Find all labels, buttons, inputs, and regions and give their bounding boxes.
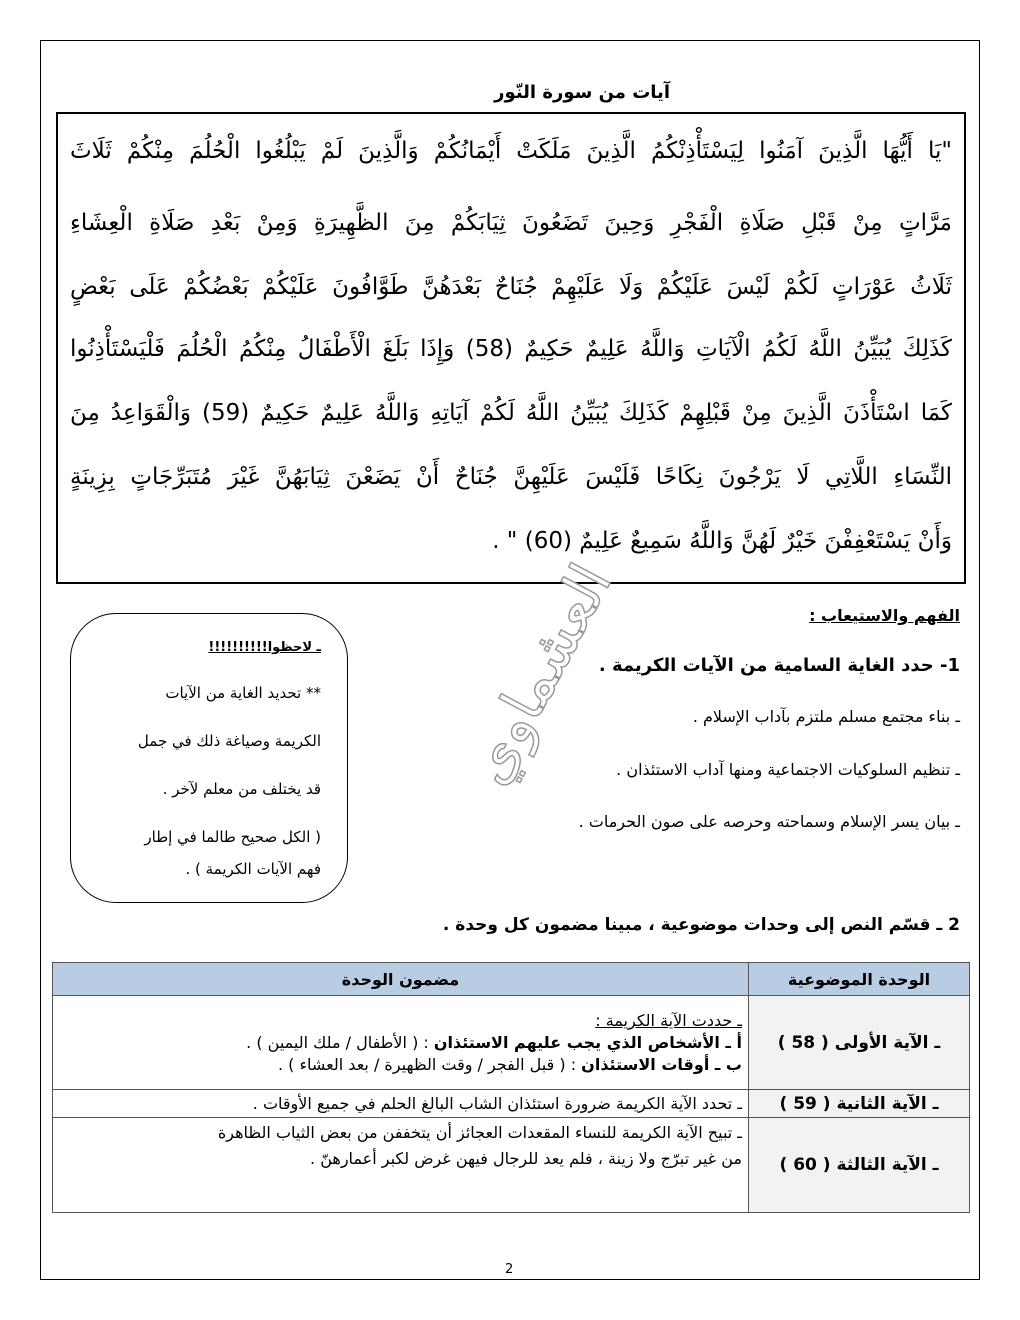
question-2: 2 ـ قسّم النص إلى وحدات موضوعية ، مبينا مضمون كل وحدة . <box>442 915 960 935</box>
verse-line: كَذَلِكَ يُبَيِّنُ اللَّهُ لَكُمُ الْآيَاتِ وَاللَّهُ عَلِيمٌ حَكِيمٌ (58) وَإِذَا بَلَغَ الْأَطْفَالُ مِنْكُمُ الْحُلُمَ فَلْيَسْتَأْذِنُوا <box>70 336 952 362</box>
watermark: العشماوي <box>453 552 625 796</box>
unit-cell: ـ الآية الثانية ( 59 ) <box>749 1090 970 1118</box>
content-intro: ـ حددت الآية الكريمة : <box>595 1010 742 1030</box>
column-header-unit: الوحدة الموضوعية <box>749 963 970 996</box>
page-number: 2 <box>505 1262 514 1277</box>
content-cell <box>53 1118 749 1213</box>
answer-item: ـ بناء مجتمع مسلم ملتزم بآداب الإسلام . <box>692 707 960 726</box>
content-value: : ( الأطفال / ملك اليمين ) . <box>246 1032 434 1052</box>
page-title: آيات من سورة النّور <box>494 82 670 103</box>
verse-line: مَرَّاتٍ مِنْ قَبْلِ صَلَاةِ الْفَجْرِ وَحِينَ تَضَعُونَ ثِيَابَكُمْ مِنَ الظَّهِيرَةِ وَمِنْ بَعْدِ صَلَاةِ الْعِشَاءِ <box>70 210 952 236</box>
column-header-content: مضمون الوحدة <box>53 963 749 996</box>
verse-line: وَأَنْ يَسْتَعْفِفْنَ خَيْرٌ لَهُنَّ وَاللَّهُ سَمِيعٌ عَلِيمٌ (60) " . <box>492 528 952 554</box>
content-label: أ ـ الأشخاص الذي يجب عليهم الاستئذان <box>433 1032 742 1052</box>
table-row <box>53 1118 970 1213</box>
units-table <box>52 962 970 1213</box>
table-row <box>53 996 970 1090</box>
verse-line: ثَلَاثُ عَوْرَاتٍ لَكُمْ لَيْسَ عَلَيْكُمْ وَلَا عَلَيْهِمْ جُنَاحٌ بَعْدَهُنَّ طَوَّافُونَ عَلَيْكُمْ بَعْضُكُمْ عَلَى بَعْضٍ <box>70 274 952 300</box>
answer-item: ـ بيان يسر الإسلام وسماحته وحرصه على صون الحرمات . <box>578 812 960 831</box>
note-heading: ـ لاحظوا!!!!!!!!!! <box>208 640 321 655</box>
note-line: فهم الآيات الكريمة ) . <box>185 860 321 878</box>
note-line: قد يختلف من معلم لآخر . <box>162 780 321 798</box>
note-line: ( الكل صحيح طالما في إطار <box>144 828 321 846</box>
content-cell: ـ تحدد الآية الكريمة ضرورة استئذان الشاب البالغ الحلم في جميع الأوقات . <box>53 1090 749 1118</box>
content-value: : ( قبل الفجر / وقت الظهيرة / بعد العشاء ) . <box>278 1054 582 1074</box>
content-label: ب ـ أوقات الاستئذان <box>581 1054 742 1074</box>
quran-verses-box <box>56 112 966 584</box>
note-line: ** تحديد الغاية من الآيات <box>165 684 321 702</box>
comprehension-heading: الفهم والاستيعاب : <box>809 606 960 625</box>
unit-cell: ـ الآية الأولى ( 58 ) <box>749 996 970 1090</box>
content-line: من غير تبرّج ولا زينة ، فلم يعد للرجال فيهن غرض لكبر أعمارهنّ . <box>310 1149 742 1168</box>
verse-line: النِّسَاءِ اللَّاتِي لَا يَرْجُونَ نِكَاحًا فَلَيْسَ عَلَيْهِنَّ جُنَاحٌ أَنْ يَضَعْنَ ثِيَابَهُنَّ غَيْرَ مُتَبَرِّجَاتٍ بِزِينَةٍ <box>70 464 952 490</box>
question-1: 1- حدد الغاية السامية من الآيات الكريمة . <box>598 655 960 676</box>
content-cell <box>53 996 749 1090</box>
table-header-row <box>53 963 970 996</box>
verse-line: "يَا أَيُّهَا الَّذِينَ آمَنُوا لِيَسْتَأْذِنْكُمُ الَّذِينَ مَلَكَتْ أَيْمَانُكُمْ وَالَّذِينَ لَمْ يَبْلُغُوا الْحُلُمَ مِنْكُمْ ثَلَاثَ <box>70 138 952 164</box>
content-line: ـ تبيح الآية الكريمة للنساء المقعدات العجائز أن يتخففن من بعض الثياب الظاهرة <box>217 1123 742 1142</box>
note-box <box>70 613 348 903</box>
note-line: الكريمة وصياغة ذلك في جمل <box>137 732 321 750</box>
unit-cell: ـ الآية الثالثة ( 60 ) <box>749 1118 970 1213</box>
verse-line: كَمَا اسْتَأْذَنَ الَّذِينَ مِنْ قَبْلِهِمْ كَذَلِكَ يُبَيِّنُ اللَّهُ لَكُمْ آيَاتِهِ وَاللَّهُ عَلِيمٌ حَكِيمٌ (59) وَالْقَوَاعِدُ مِنَ <box>70 400 952 426</box>
table-row <box>53 1090 970 1118</box>
answer-item: ـ تنظيم السلوكيات الاجتماعية ومنها آداب الاستئذان . <box>616 760 960 779</box>
